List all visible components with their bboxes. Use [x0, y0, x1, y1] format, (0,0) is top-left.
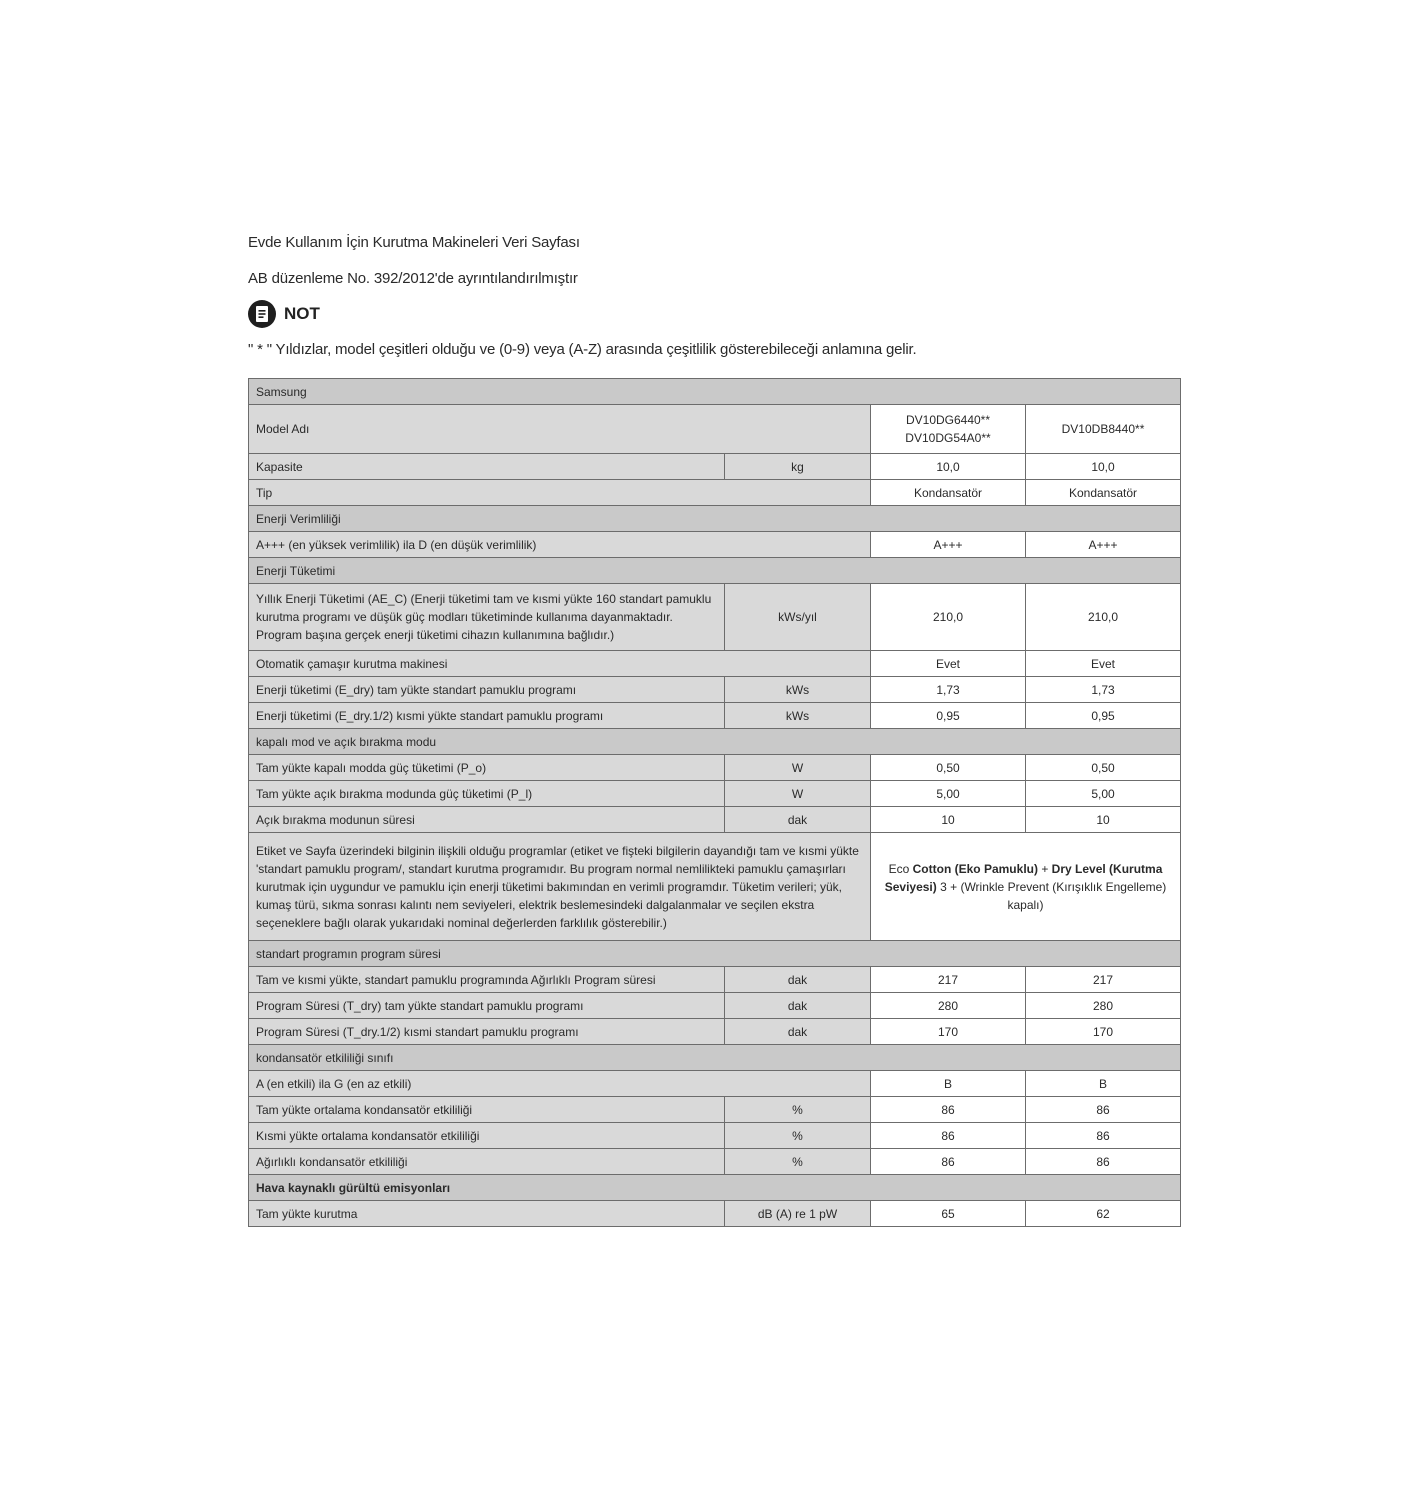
row-label: Program Süresi (T_dry.1/2) kısmi standart pamuklu programı [249, 1019, 725, 1045]
table-row [249, 703, 1181, 729]
value-model-1: 210,0 [871, 584, 1026, 651]
row-label: Kapasite [249, 454, 725, 480]
section-row [249, 506, 1181, 532]
row-unit: % [725, 1149, 871, 1175]
value-model-2: 86 [1026, 1149, 1181, 1175]
value-model-1: 10,0 [871, 454, 1026, 480]
program-part-bold: Dry Level (Kurutma Seviyesi) [884, 861, 1163, 894]
regulation-subtitle: AB düzenleme No. 392/2012'de ayrıntılandırılmıştır [248, 270, 578, 287]
value-model-2: 62 [1026, 1201, 1181, 1227]
value-model-1: Evet [871, 651, 1026, 677]
row-unit: W [725, 781, 871, 807]
value-model-2: 170 [1026, 1019, 1181, 1045]
section-title: Enerji Tüketimi [249, 558, 1181, 584]
section-row [249, 941, 1181, 967]
value-model-1: 86 [871, 1097, 1026, 1123]
value-model-2: 5,00 [1026, 781, 1181, 807]
row-unit: kWs/yıl [725, 584, 871, 651]
table-row [249, 584, 1181, 651]
row-label: Enerji tüketimi (E_dry) tam yükte standart pamuklu programı [249, 677, 725, 703]
value-model-1: 0,95 [871, 703, 1026, 729]
table-row [249, 967, 1181, 993]
value-model-2: 86 [1026, 1123, 1181, 1149]
row-label: Otomatik çamaşır kurutma makinesi [249, 651, 871, 677]
model-1-line1: DV10DG6440** [905, 413, 991, 427]
table-row [249, 755, 1181, 781]
table-row [249, 1123, 1181, 1149]
value-model-1: 10 [871, 807, 1026, 833]
value-model-1: 1,73 [871, 677, 1026, 703]
row-label: Tam yükte açık bırakma modunda güç tüketimi (P_l) [249, 781, 725, 807]
section-title: kondansatör etkililiği sınıfı [249, 1045, 1181, 1071]
model-1 [871, 405, 1026, 454]
row-unit: W [725, 755, 871, 781]
value-model-1: 65 [871, 1201, 1026, 1227]
value-model-1: 0,50 [871, 755, 1026, 781]
table-row [249, 993, 1181, 1019]
row-unit: dak [725, 1019, 871, 1045]
value-model-1: 86 [871, 1149, 1026, 1175]
table-row [249, 532, 1181, 558]
row-label: Kısmi yükte ortalama kondansatör etkililiği [249, 1123, 725, 1149]
row-unit: % [725, 1123, 871, 1149]
value-model-2: 0,95 [1026, 703, 1181, 729]
table-row [249, 480, 1181, 506]
row-label: Program Süresi (T_dry) tam yükte standart pamuklu programı [249, 993, 725, 1019]
value-model-1: 86 [871, 1123, 1026, 1149]
section-row [249, 558, 1181, 584]
value-model-1: 280 [871, 993, 1026, 1019]
row-unit: % [725, 1097, 871, 1123]
table-row [249, 405, 1181, 454]
row-label: Enerji tüketimi (E_dry.1/2) kısmi yükte standart pamuklu programı [249, 703, 725, 729]
value-model-2: 210,0 [1026, 584, 1181, 651]
program-part: Eco [888, 861, 913, 876]
value-model-2: Evet [1026, 651, 1181, 677]
row-label: Ağırlıklı kondansatör etkililiği [249, 1149, 725, 1175]
row-unit: kWs [725, 677, 871, 703]
section-title: Hava kaynaklı gürültü emisyonları [249, 1175, 1181, 1201]
value-model-2: 280 [1026, 993, 1181, 1019]
brand-cell: Samsung [249, 379, 1181, 405]
section-row [249, 1175, 1181, 1201]
value-model-2: A+++ [1026, 532, 1181, 558]
table-row [249, 677, 1181, 703]
value-model-2: 217 [1026, 967, 1181, 993]
table-row [249, 1201, 1181, 1227]
value-model-2: 86 [1026, 1097, 1181, 1123]
note-label: NOT [284, 304, 320, 323]
row-label: Tip [249, 480, 871, 506]
row-unit: kWs [725, 703, 871, 729]
value-model-2: 1,73 [1026, 677, 1181, 703]
program-part: 3 + (Wrinkle Prevent (Kırışıklık Engelleme) kapalı) [936, 879, 1167, 912]
row-label: Açık bırakma modunun süresi [249, 807, 725, 833]
row-unit: dak [725, 807, 871, 833]
table-row [249, 1019, 1181, 1045]
table-row [249, 781, 1181, 807]
value-model-1: B [871, 1071, 1026, 1097]
row-label: Yıllık Enerji Tüketimi (AE_C) (Enerji tüketimi tam ve kısmi yükte 160 standart pamuklu kurutma programı ve düşük güç modları tüketiminde kullanıma dayanmaktadır. Program başına gerçek enerji tüketimi cihazın kullanımına bağlıdır.) [249, 584, 725, 651]
note-icon [248, 300, 276, 328]
row-unit: dB (A) re 1 pW [725, 1201, 871, 1227]
value-model-2: 10 [1026, 807, 1181, 833]
program-part-bold: Cotton (Eko Pamuklu) [912, 861, 1038, 876]
value-model-2: B [1026, 1071, 1181, 1097]
value-model-1: 170 [871, 1019, 1026, 1045]
model-label: Model Adı [249, 405, 871, 454]
document-title: Evde Kullanım İçin Kurutma Makineleri Veri Sayfası [248, 234, 580, 251]
row-label: A (en etkili) ila G (en az etkili) [249, 1071, 871, 1097]
row-label: Tam yükte ortalama kondansatör etkililiği [249, 1097, 725, 1123]
model-2: DV10DB8440** [1026, 405, 1181, 454]
program-part: + [1037, 861, 1052, 876]
row-label: Tam yükte kapalı modda güç tüketimi (P_o) [249, 755, 725, 781]
value-model-1: 217 [871, 967, 1026, 993]
value-model-2: Kondansatör [1026, 480, 1181, 506]
row-unit: dak [725, 993, 871, 1019]
value-model-1: Kondansatör [871, 480, 1026, 506]
row-unit: dak [725, 967, 871, 993]
section-row [249, 729, 1181, 755]
table-row [249, 1097, 1181, 1123]
section-title: standart programın program süresi [249, 941, 1181, 967]
section-row [249, 1045, 1181, 1071]
table-row [249, 454, 1181, 480]
row-unit: kg [725, 454, 871, 480]
row-label: Tam ve kısmi yükte, standart pamuklu programında Ağırlıklı Program süresi [249, 967, 725, 993]
value-model-2: 10,0 [1026, 454, 1181, 480]
value-model-2: 0,50 [1026, 755, 1181, 781]
value-model-1: A+++ [871, 532, 1026, 558]
row-label: Tam yükte kurutma [249, 1201, 725, 1227]
row-label: A+++ (en yüksek verimlilik) ila D (en düşük verimlilik) [249, 532, 871, 558]
table-row [249, 1071, 1181, 1097]
section-title: kapalı mod ve açık bırakma modu [249, 729, 1181, 755]
note-text: " * " Yıldızlar, model çeşitleri olduğu ve (0-9) veya (A-Z) arasında çeşitlilik gösterebileceği anlamına gelir. [248, 341, 917, 358]
table-row [249, 807, 1181, 833]
program-value [871, 833, 1181, 941]
section-title: Enerji Verimliliği [249, 506, 1181, 532]
row-label: Etiket ve Sayfa üzerindeki bilginin ilişkili olduğu programlar (etiket ve fişteki bilgilerin dayandığı tam ve kısmi yükte 'standart pamuklu program/, standart kurutma programıdır. Bu program normal nemlilikteki pamuklu çamaşırları kurutmak için uygundur ve pamuklu için enerji tüketimi bakımından en verimli programdır. Tüketim verileri; yük, kumaş türü, sıkma sonrası kalıntı nem seviyeleri, elektrik beslemesindeki dalgalanmalar ve seçilen ekstra seçeneklere bağlı olarak yukarıdaki nominal değerlerden farklılık gösterebilir.) [249, 833, 871, 941]
section-row-brand [249, 379, 1181, 405]
value-model-1: 5,00 [871, 781, 1026, 807]
table-row [249, 833, 1181, 941]
model-1-line2: DV10DG54A0** [905, 431, 991, 445]
table-row [249, 1149, 1181, 1175]
table-row [249, 651, 1181, 677]
note-header [248, 300, 320, 328]
dryer-data-table [248, 378, 1181, 1227]
